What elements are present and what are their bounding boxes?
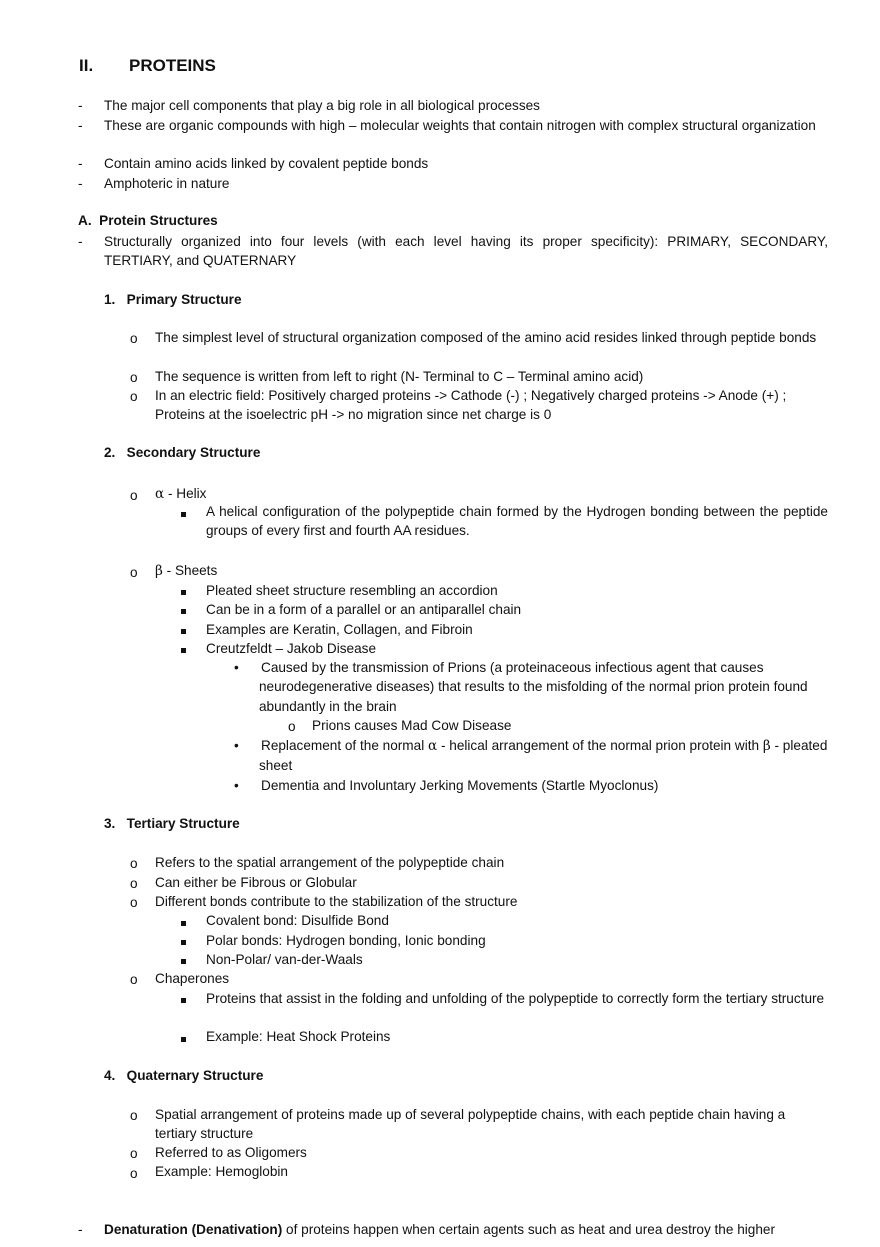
- beta-symbol: β: [155, 563, 163, 579]
- dash-marker: -: [78, 118, 83, 133]
- list-item: Proteins that assist in the folding and unfolding of the polypeptide to correctly form the tertiary structure: [206, 991, 825, 1006]
- square-bullet: [181, 931, 186, 950]
- intro-item: Contain amino acids linked by covalent peptide bonds: [104, 156, 429, 171]
- beta-symbol: β: [762, 738, 771, 754]
- square-bullet: [181, 503, 186, 522]
- square-bullet: [181, 600, 186, 619]
- list-item: Examples are Keratin, Collagen, and Fibroin: [206, 622, 473, 637]
- square-bullet: [181, 912, 186, 931]
- square-bullet: [181, 989, 186, 1008]
- list-item: Chaperones: [155, 971, 230, 986]
- subsection-heading: 1. Primary Structure: [104, 292, 242, 307]
- list-item: The sequence is written from left to right (N- Terminal to C – Terminal amino acid): [155, 369, 644, 384]
- circle-marker: o: [130, 1108, 138, 1123]
- dash-marker: -: [78, 1222, 83, 1237]
- list-item: Example: Hemoglobin: [155, 1164, 288, 1179]
- intro-item: Amphoteric in nature: [104, 176, 230, 191]
- dash-marker: -: [78, 156, 83, 171]
- square-bullet: [181, 1028, 186, 1047]
- square-bullet: [181, 639, 186, 658]
- list-item: Prions causes Mad Cow Disease: [312, 718, 512, 733]
- list-item: Referred to as Oligomers: [155, 1145, 307, 1160]
- circle-marker: o: [288, 719, 296, 734]
- circle-marker: o: [130, 331, 138, 346]
- circle-marker: o: [130, 1146, 138, 1161]
- list-item: Covalent bond: Disulfide Bond: [206, 913, 389, 928]
- subsection-heading: 2. Secondary Structure: [104, 445, 261, 460]
- circle-marker: o: [130, 876, 138, 891]
- subsection-heading: 4. Quaternary Structure: [104, 1068, 264, 1083]
- dash-marker: -: [78, 98, 83, 113]
- alpha-symbol: α: [428, 738, 438, 754]
- alpha-helix-label: α - Helix: [155, 486, 207, 502]
- circle-marker: o: [130, 488, 138, 503]
- list-item: Polar bonds: Hydrogen bonding, Ionic bonding: [206, 933, 486, 948]
- beta-sheets-label: β - Sheets: [155, 563, 218, 579]
- section-numeral: II.: [79, 56, 94, 75]
- square-bullet: [181, 620, 186, 639]
- circle-marker: o: [130, 389, 138, 404]
- list-item: Example: Heat Shock Proteins: [206, 1029, 391, 1044]
- list-item: Can either be Fibrous or Globular: [155, 875, 357, 890]
- alpha-symbol: α: [155, 486, 165, 502]
- list-item: Refers to the spatial arrangement of the polypeptide chain: [155, 855, 505, 870]
- intro-item: The major cell components that play a big role in all biological processes: [104, 98, 540, 113]
- circle-marker: o: [130, 1166, 138, 1181]
- page-title: PROTEINS: [129, 56, 216, 75]
- list-item: In an electric field: Positively charged proteins -> Cathode (-) ; Negatively charged proteins -> Anode (+) ; Proteins at the isoelectric pH -> no migration since net charge is 0: [155, 388, 787, 423]
- square-bullet: [181, 950, 186, 969]
- circle-marker: o: [130, 972, 138, 987]
- bullet-marker: •: [234, 660, 239, 675]
- circle-marker: o: [130, 895, 138, 910]
- circle-marker: o: [130, 370, 138, 385]
- subsection-heading: 3. Tertiary Structure: [104, 816, 240, 831]
- list-item: Different bonds contribute to the stabilization of the structure: [155, 894, 518, 909]
- circle-marker: o: [130, 856, 138, 871]
- square-bullet: [181, 581, 186, 600]
- section-text: Structurally organized into four levels (with each level having its proper specificity): PRIMARY, SECONDARY, TERTIARY, and QUATERNARY: [104, 234, 828, 269]
- denaturation-term: Denaturation (Denativation): [104, 1222, 283, 1237]
- bullet-marker: •: [234, 738, 239, 753]
- list-item: Spatial arrangement of proteins made up of several polypeptide chains, with each peptide chain having a tertiary structure: [155, 1107, 786, 1142]
- bullet-marker: •: [234, 778, 239, 793]
- denaturation-paragraph: Denaturation (Denativation) of proteins happen when certain agents such as heat and urea destroy the higher: [104, 1222, 775, 1237]
- list-item: Can be in a form of a parallel or an antiparallel chain: [206, 602, 522, 617]
- list-item: A helical configuration of the polypeptide chain formed by the Hydrogen bonding between the peptide groups of every first and fourth AA residues.: [206, 504, 828, 539]
- dash-marker: -: [78, 176, 83, 191]
- section-heading: A. Protein Structures: [78, 213, 218, 228]
- list-item: Creutzfeldt – Jakob Disease: [206, 641, 377, 656]
- list-item: Caused by the transmission of Prions (a proteinaceous infectious agent that causes neurodegenerative diseases) that results to the misfolding of the normal prion protein found abundantly in the brain: [259, 660, 808, 714]
- list-item: The simplest level of structural organization composed of the amino acid resides linked through peptide bonds: [155, 330, 817, 345]
- list-item: Replacement of the normal α - helical arrangement of the normal prion protein with β - pleated sheet: [259, 738, 828, 774]
- dash-marker: -: [78, 234, 83, 249]
- list-item: Non-Polar/ van-der-Waals: [206, 952, 363, 967]
- circle-marker: o: [130, 565, 138, 580]
- list-item: Pleated sheet structure resembling an accordion: [206, 583, 498, 598]
- intro-item: These are organic compounds with high – molecular weights that contain nitrogen with complex structural organization: [104, 118, 816, 133]
- list-item: Dementia and Involuntary Jerking Movements (Startle Myoclonus): [261, 778, 659, 793]
